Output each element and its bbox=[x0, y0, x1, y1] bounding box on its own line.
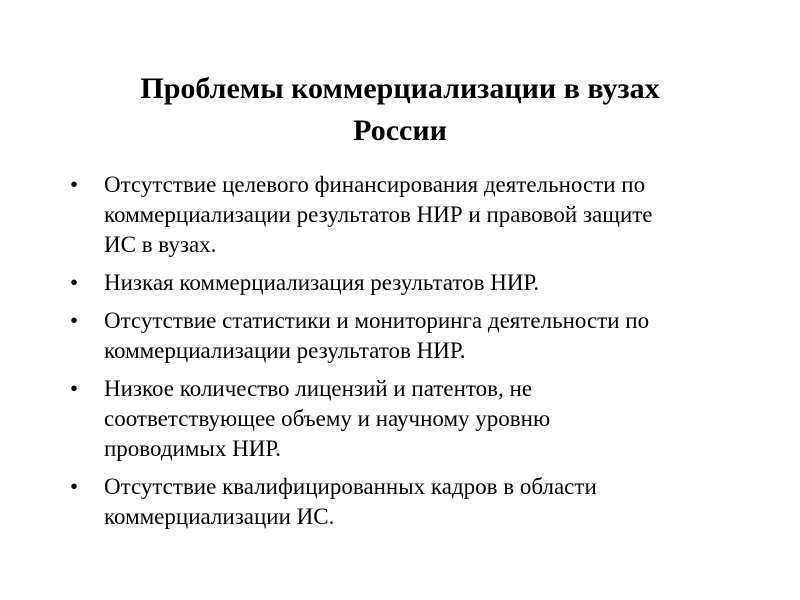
bullet-line: Отсутствие статистики и мониторинга деятельности по bbox=[104, 308, 650, 333]
bullet-item-low-commercialization bbox=[70, 268, 760, 298]
bullet-line: соответствующее объему и научному уровню bbox=[104, 406, 551, 431]
bullet-dot-icon: • bbox=[70, 308, 79, 333]
bullet-line: проводимых НИР. bbox=[104, 436, 282, 461]
bullet-item-funding bbox=[70, 170, 760, 260]
bullet-dot-icon: • bbox=[70, 172, 79, 197]
bullet-line: Низкая коммерциализация результатов НИР. bbox=[104, 270, 540, 295]
bullet-line: коммерциализации ИС. bbox=[104, 504, 335, 529]
bullet-line: Отсутствие целевого финансирования деятельности по bbox=[104, 172, 646, 197]
bullet-dot-icon: • bbox=[70, 376, 79, 401]
bullet-line: ИС в вузах. bbox=[104, 232, 217, 257]
bullet-item-personnel bbox=[70, 472, 760, 532]
bullet-dot-icon: • bbox=[70, 270, 79, 295]
bullet-text bbox=[104, 268, 760, 298]
slide-title bbox=[40, 68, 760, 152]
bullet-text bbox=[104, 374, 760, 464]
bullet-text bbox=[104, 472, 760, 532]
bullet-list bbox=[70, 170, 760, 540]
bullet-item-licenses bbox=[70, 374, 760, 464]
title-line: России bbox=[353, 114, 447, 147]
bullet-line: коммерциализации результатов НИР. bbox=[104, 338, 466, 363]
bullet-text bbox=[104, 306, 760, 366]
title-line: Проблемы коммерциализации в вузах bbox=[140, 72, 660, 105]
bullet-item-statistics bbox=[70, 306, 760, 366]
bullet-text bbox=[104, 170, 760, 260]
bullet-line: коммерциализации результатов НИР и правовой защите bbox=[104, 202, 653, 227]
bullet-line: Низкое количество лицензий и патентов, не bbox=[104, 376, 533, 401]
bullet-dot-icon: • bbox=[70, 474, 79, 499]
bullet-line: Отсутствие квалифицированных кадров в области bbox=[104, 474, 597, 499]
